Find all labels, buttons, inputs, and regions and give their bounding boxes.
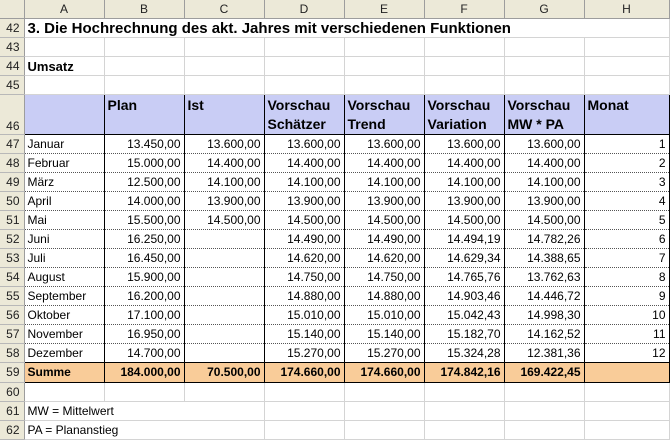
row-header[interactable]: 52 [0,230,24,249]
plan-value[interactable]: 14.700,00 [104,344,184,363]
cell[interactable] [264,76,344,95]
row-43 [0,38,669,57]
schaetzer-value[interactable]: 15.270,00 [264,344,344,363]
trend-value[interactable]: 15.010,00 [344,306,424,325]
mwpa-value[interactable]: 14.400,00 [504,154,584,173]
row-header[interactable]: 54 [0,268,24,287]
cell[interactable] [504,38,584,57]
table-row [0,192,669,211]
trend-value[interactable]: 14.100,00 [344,173,424,192]
plan-value[interactable]: 16.200,00 [104,287,184,306]
sum-plan[interactable]: 184.000,00 [104,363,184,383]
header-vorschau-mwpa[interactable] [504,95,584,135]
sum-variation[interactable]: 174.842,16 [424,363,504,383]
monat-number[interactable]: 9 [584,287,669,306]
row-header[interactable]: 42 [0,19,24,38]
cell[interactable] [344,76,424,95]
cell[interactable] [584,76,669,95]
cell[interactable] [104,76,184,95]
table-row [0,268,669,287]
schaetzer-value[interactable]: 14.100,00 [264,173,344,192]
cell[interactable] [344,38,424,57]
cell[interactable] [104,383,184,402]
schaetzer-value[interactable]: 15.010,00 [264,306,344,325]
header-line: Vorschau [507,97,571,113]
row-header[interactable]: 46 [0,95,24,135]
cell[interactable] [264,383,344,402]
month-name[interactable]: Juli [24,249,104,268]
monat-number[interactable]: 5 [584,211,669,230]
ist-value[interactable]: 14.400,00 [184,154,264,173]
cell[interactable] [24,76,104,95]
trend-value[interactable]: 15.140,00 [344,325,424,344]
plan-value[interactable]: 16.950,00 [104,325,184,344]
mwpa-value[interactable]: 13.900,00 [504,192,584,211]
cell[interactable] [184,383,264,402]
cell[interactable] [264,402,344,421]
row-header[interactable]: 48 [0,154,24,173]
cell[interactable] [504,402,584,421]
cell[interactable] [504,421,584,440]
row-header[interactable]: 56 [0,306,24,325]
column-header-f[interactable]: F [424,0,504,19]
cell[interactable] [424,38,504,57]
trend-value[interactable]: 14.750,00 [344,268,424,287]
plan-value[interactable]: 15.000,00 [104,154,184,173]
variation-value[interactable]: 13.600,00 [424,135,504,154]
row-45 [0,76,669,95]
table-row [0,135,669,154]
row-header[interactable]: 51 [0,211,24,230]
table-row [0,173,669,192]
ist-value[interactable] [184,230,264,249]
table-row [0,249,669,268]
table-row [0,287,669,306]
plan-value[interactable]: 15.500,00 [104,211,184,230]
variation-value[interactable]: 15.042,43 [424,306,504,325]
cell[interactable] [584,38,669,57]
ist-value[interactable] [184,268,264,287]
select-all-corner[interactable] [0,0,24,19]
row-header[interactable]: 58 [0,344,24,363]
trend-value[interactable]: 15.270,00 [344,344,424,363]
table-row [0,325,669,344]
row-header[interactable]: 43 [0,38,24,57]
month-name[interactable]: März [24,173,104,192]
header-plan[interactable]: Plan [104,95,184,135]
row-header[interactable]: 57 [0,325,24,344]
variation-value[interactable]: 13.900,00 [424,192,504,211]
monat-number[interactable]: 10 [584,306,669,325]
column-header-row [0,0,669,19]
header-line: Vorschau [267,97,331,113]
plan-value[interactable]: 14.000,00 [104,192,184,211]
sum-label[interactable]: Summe [24,363,104,383]
ist-value[interactable] [184,325,264,344]
mwpa-value[interactable]: 14.162,52 [504,325,584,344]
row-header[interactable]: 53 [0,249,24,268]
header-monat[interactable]: Monat [584,95,669,135]
sum-mwpa[interactable]: 169.422,45 [504,363,584,383]
cell[interactable] [424,402,504,421]
sum-trend[interactable]: 174.660,00 [344,363,424,383]
variation-value[interactable]: 14.494,19 [424,230,504,249]
monat-number[interactable]: 1 [584,135,669,154]
table-row [0,154,669,173]
mwpa-value[interactable]: 13.600,00 [504,135,584,154]
column-header-a[interactable]: A [24,0,104,19]
month-name[interactable]: April [24,192,104,211]
header-ist[interactable]: Ist [184,95,264,135]
schaetzer-value[interactable]: 14.490,00 [264,230,344,249]
cell[interactable] [184,76,264,95]
ist-value[interactable]: 14.500,00 [184,211,264,230]
schaetzer-value[interactable]: 14.880,00 [264,287,344,306]
table-header-row [0,95,669,135]
month-name[interactable]: November [24,325,104,344]
cell[interactable] [184,38,264,57]
mwpa-value[interactable]: 14.500,00 [504,211,584,230]
header-line: Vorschau [427,97,491,113]
plan-value[interactable]: 15.900,00 [104,268,184,287]
mwpa-value[interactable]: 14.446,72 [504,287,584,306]
monat-number[interactable]: 6 [584,230,669,249]
mwpa-value[interactable]: 12.381,36 [504,344,584,363]
cell[interactable] [584,383,669,402]
schaetzer-value[interactable]: 14.750,00 [264,268,344,287]
month-name[interactable]: Januar [24,135,104,154]
row-62 [0,421,669,440]
sum-monat[interactable] [584,363,669,383]
ist-value[interactable]: 13.600,00 [184,135,264,154]
schaetzer-value[interactable]: 15.140,00 [264,325,344,344]
cell[interactable] [504,57,584,76]
variation-value[interactable]: 14.903,46 [424,287,504,306]
month-name[interactable]: Mai [24,211,104,230]
row-header[interactable]: 60 [0,383,24,402]
cell[interactable] [584,57,669,76]
schaetzer-value[interactable]: 14.400,00 [264,154,344,173]
schaetzer-value[interactable]: 13.900,00 [264,192,344,211]
note-mittelwert[interactable]: MW = Mittelwert [24,402,264,421]
note-plananstieg[interactable]: PA = Plananstieg [24,421,264,440]
row-header[interactable]: 55 [0,287,24,306]
trend-value[interactable]: 14.880,00 [344,287,424,306]
schaetzer-value[interactable]: 14.500,00 [264,211,344,230]
plan-value[interactable]: 12.500,00 [104,173,184,192]
monat-number[interactable]: 12 [584,344,669,363]
ist-value[interactable] [184,306,264,325]
cell[interactable] [504,383,584,402]
variation-value[interactable]: 14.629,34 [424,249,504,268]
ist-value[interactable] [184,287,264,306]
monat-number[interactable]: 7 [584,249,669,268]
row-header[interactable]: 49 [0,173,24,192]
row-header[interactable]: 62 [0,421,24,440]
sum-schaetzer[interactable]: 174.660,00 [264,363,344,383]
column-header-g[interactable]: G [504,0,584,19]
header-vorschau-trend[interactable] [344,95,424,135]
cell[interactable] [424,57,504,76]
schaetzer-value[interactable]: 14.620,00 [264,249,344,268]
variation-value[interactable]: 15.182,70 [424,325,504,344]
month-name[interactable]: Oktober [24,306,104,325]
header-line: MW * PA [507,116,565,132]
cell[interactable] [264,57,344,76]
monat-number[interactable]: 11 [584,325,669,344]
row-42 [0,19,669,38]
ist-value[interactable] [184,344,264,363]
cell[interactable] [344,421,424,440]
header-month-blank[interactable] [24,95,104,135]
trend-value[interactable]: 13.600,00 [344,135,424,154]
table-row [0,344,669,363]
table-row [0,306,669,325]
cell[interactable] [504,76,584,95]
row-header[interactable]: 50 [0,192,24,211]
row-header[interactable]: 44 [0,57,24,76]
cell[interactable] [184,57,264,76]
ist-value[interactable] [184,249,264,268]
cell[interactable] [344,402,424,421]
column-header-b[interactable]: B [104,0,184,19]
month-name[interactable]: Dezember [24,344,104,363]
cell[interactable] [344,57,424,76]
mwpa-value[interactable]: 14.100,00 [504,173,584,192]
sum-row [0,363,669,383]
row-44 [0,57,669,76]
table-row [0,230,669,249]
header-line: Schätzer [267,116,326,132]
month-name[interactable]: Februar [24,154,104,173]
monat-number[interactable]: 3 [584,173,669,192]
row-header[interactable]: 45 [0,76,24,95]
row-61 [0,402,669,421]
cell[interactable] [424,76,504,95]
month-name[interactable]: Juni [24,230,104,249]
header-vorschau-schaetzer[interactable] [264,95,344,135]
trend-value[interactable]: 14.400,00 [344,154,424,173]
row-60 [0,383,669,402]
header-line: Vorschau [347,97,411,113]
trend-value[interactable]: 14.500,00 [344,211,424,230]
variation-value[interactable]: 14.100,00 [424,173,504,192]
plan-value[interactable]: 17.100,00 [104,306,184,325]
cell[interactable] [424,383,504,402]
monat-number[interactable]: 4 [584,192,669,211]
header-vorschau-variation[interactable] [424,95,504,135]
cell[interactable] [264,38,344,57]
column-header-h[interactable]: H [584,0,669,19]
mwpa-value[interactable]: 14.388,65 [504,249,584,268]
column-header-c[interactable]: C [184,0,264,19]
trend-value[interactable]: 14.620,00 [344,249,424,268]
row-header[interactable]: 47 [0,135,24,154]
plan-value[interactable]: 16.250,00 [104,230,184,249]
plan-value[interactable]: 13.450,00 [104,135,184,154]
cell[interactable] [264,421,344,440]
month-rows [0,135,669,363]
variation-value[interactable]: 14.500,00 [424,211,504,230]
cell[interactable] [584,421,669,440]
header-line: Trend [347,116,386,132]
month-name[interactable]: September [24,287,104,306]
variation-value[interactable]: 15.324,28 [424,344,504,363]
month-name[interactable]: August [24,268,104,287]
table-row [0,211,669,230]
ist-value[interactable]: 14.100,00 [184,173,264,192]
mwpa-value[interactable]: 14.998,30 [504,306,584,325]
row-header[interactable]: 61 [0,402,24,421]
monat-number[interactable]: 8 [584,268,669,287]
plan-value[interactable]: 16.450,00 [104,249,184,268]
monat-number[interactable]: 2 [584,154,669,173]
schaetzer-value[interactable]: 13.600,00 [264,135,344,154]
header-line: Variation [427,116,487,132]
column-header-d[interactable]: D [264,0,344,19]
row-header[interactable]: 59 [0,363,24,383]
trend-value[interactable]: 14.490,00 [344,230,424,249]
sum-ist[interactable]: 70.500,00 [184,363,264,383]
cell[interactable] [104,57,184,76]
cell[interactable] [584,402,669,421]
trend-value[interactable]: 13.900,00 [344,192,424,211]
cell[interactable] [104,38,184,57]
section-label[interactable]: Umsatz [24,57,104,76]
column-header-e[interactable]: E [344,0,424,19]
sheet-title[interactable]: 3. Die Hochrechnung des akt. Jahres mit verschiedenen Funktionen [24,19,669,38]
variation-value[interactable]: 14.765,76 [424,268,504,287]
variation-value[interactable]: 14.400,00 [424,154,504,173]
cell[interactable] [424,421,504,440]
mwpa-value[interactable]: 13.762,63 [504,268,584,287]
cell[interactable] [344,383,424,402]
mwpa-value[interactable]: 14.782,26 [504,230,584,249]
ist-value[interactable]: 13.900,00 [184,192,264,211]
cell[interactable] [24,383,104,402]
cell[interactable] [24,38,104,57]
